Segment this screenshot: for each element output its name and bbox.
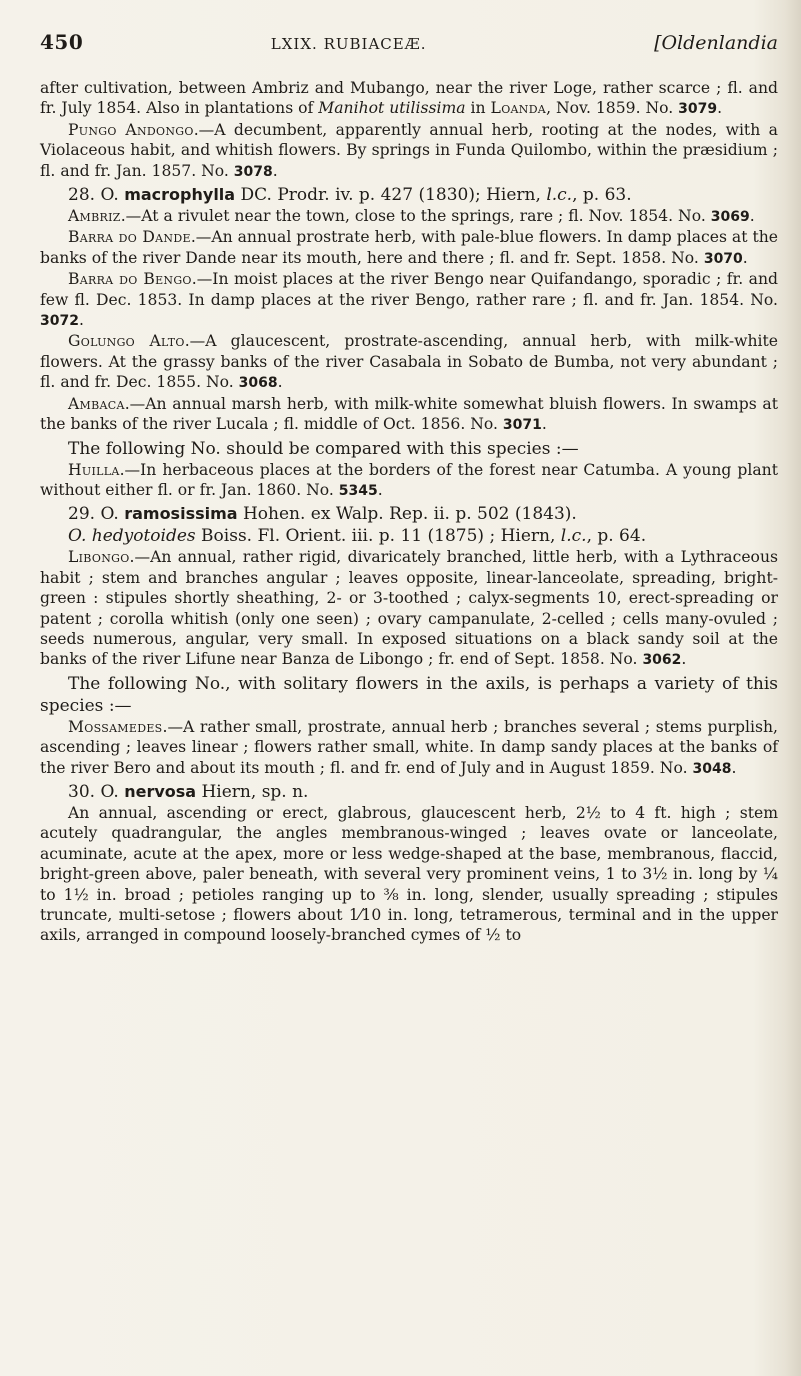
- punctuation: .: [717, 99, 723, 118]
- text: .—An annual prostrate herb, with pale-blue flowers. In damp places at the banks of the river Dande near its mouth, here and there ; fl. and fr. Sept. 1858. No.: [40, 228, 778, 267]
- specimen-number: 3079: [678, 101, 718, 118]
- species-heading-28: [40, 184, 778, 206]
- italic-taxon: Manihot utilissima: [318, 99, 466, 118]
- running-header: [40, 30, 778, 70]
- page-number: 450: [40, 30, 84, 54]
- citation: Hohen. ex Walp. Rep. ii. p. 502 (1843).: [237, 504, 577, 525]
- punctuation: .: [681, 650, 687, 669]
- variety-note: The following No., with solitary flowers in the axils, is perhaps a variety of this species :—: [40, 673, 778, 716]
- species-name: nervosa: [124, 781, 197, 801]
- locality: Pungo Andongo: [68, 120, 194, 139]
- text: .—In herbaceous places at the borders of the forest near Catumba. A young plant without either fl. or fr. Jan. 1860. No.: [40, 460, 778, 499]
- paragraph-locality: [40, 269, 778, 331]
- specimen-number: 3069: [710, 209, 750, 226]
- specimen-number: 3068: [238, 375, 278, 392]
- punctuation: .: [272, 161, 278, 180]
- paragraph-locality: [40, 547, 778, 670]
- species-name: macrophylla: [124, 185, 236, 205]
- paragraph-locality: [40, 120, 778, 182]
- running-genus: [Oldenlandia: [654, 32, 778, 54]
- species-synonym: [40, 525, 778, 547]
- punctuation: .: [377, 480, 383, 499]
- specimen-number: 3048: [692, 760, 732, 777]
- paragraph-locality: [40, 206, 778, 227]
- locality: Golungo Alto: [68, 332, 185, 351]
- citation: , p. 63.: [572, 185, 632, 206]
- text: , Nov. 1859. No.: [546, 99, 679, 118]
- page: [40, 30, 778, 946]
- locality: Loanda: [490, 99, 547, 118]
- text: after cultivation, between Ambriz and Mubango, near the river Loge, rather scarce ; fl. and fr. July 1854. Also in plantations of: [40, 79, 778, 118]
- specimen-number: 3072: [40, 313, 79, 330]
- text: .—A glaucescent, prostrate-ascending, annual herb, with milk-white flowers. At the grassy banks of the river Casabala in Sobato de Bumba, not very abundant ; fl. and fr. Dec. 1855. No.: [40, 332, 779, 392]
- locality: Huilla: [68, 460, 120, 479]
- paragraph-locality: [40, 331, 778, 393]
- citation: , p. 64.: [586, 526, 647, 547]
- species-number: 28. O.: [68, 185, 119, 206]
- locality: Barra do Bengo: [68, 270, 192, 289]
- punctuation: .: [749, 207, 755, 226]
- specimen-number: 3078: [233, 163, 273, 180]
- synonym-name: O. hedyotoides: [68, 526, 196, 547]
- locality: Ambaca: [68, 394, 125, 413]
- punctuation: .: [742, 248, 748, 267]
- paragraph-continuation: [40, 78, 778, 120]
- punctuation: .: [541, 415, 547, 434]
- specimen-number: 3071: [502, 417, 542, 434]
- loc-cit: l.c.: [560, 526, 587, 547]
- locality: Barra do Dande: [68, 228, 191, 247]
- locality: Mossamedes: [68, 717, 163, 736]
- body-text: [40, 78, 778, 946]
- paragraph-locality: [40, 460, 778, 502]
- text: .—An annual, rather rigid, divaricately branched, little herb, with a Lythraceous habit ; stem and branches angular ; leaves opposite, linear-lanceolate, spreading, bright-green : stipules shortly sheathing, 2- or 3-toothed ; calyx-segments 10, erect-spreading or patent ; corolla whitish (only one seen) ; ovary campanulate, 2-celled ; cells many-ovuled ; seeds numerous, angular, very small. In exposed situations on a black sandy soil at the banks of the river Lifune near Banza de Libongo ; fr. end of Sept. 1858. No.: [40, 548, 778, 669]
- locality: Libongo: [68, 548, 130, 567]
- paragraph-locality: [40, 394, 778, 436]
- citation: Hiern, sp. n.: [196, 781, 309, 802]
- species-number: 29. O.: [68, 504, 119, 525]
- species-description: An annual, ascending or erect, glabrous, glaucescent herb, 2½ to 4 ft. high ; stem acutely quadrangular, the angles membranous-winged ; leaves ovate or lanceolate, acuminate, acute at the apex, more or less wedge-shaped at the base, membranous, flaccid, bright-green above, paler beneath, with several very prominent veins, 1 to 3½ in. long by ¼ to 1½ in. broad ; petioles ranging up to ⅜ in. long, slender, usually spreading ; stipules truncate, multi-setose ; flowers about 1⁄10 in. long, tetramerous, terminal and in the upper axils, arranged in compound loosely-branched cymes of ½ to: [40, 803, 778, 945]
- text: .—A rather small, prostrate, annual herb ; branches several ; stems purplish, ascending ; leaves linear ; flowers rather small, white. In damp sandy places at the banks of the river Bero and about its mouth ; fl. and fr. end of July and in August 1859. No.: [40, 717, 778, 777]
- species-heading-30: [40, 781, 778, 803]
- specimen-number: 3062: [642, 652, 682, 669]
- species-heading-29: [40, 503, 778, 525]
- paragraph-locality: [40, 717, 778, 779]
- paragraph-locality: [40, 227, 778, 269]
- text: .—At a rivulet near the town, close to the springs, rare ; fl. Nov. 1854. No.: [120, 207, 711, 226]
- species-name: ramosissima: [124, 504, 238, 524]
- loc-cit: l.c.: [546, 185, 573, 206]
- text: in: [465, 99, 491, 118]
- specimen-number: 5345: [338, 482, 378, 499]
- specimen-number: 3070: [703, 250, 743, 267]
- citation: Boiss. Fl. Orient. iii. p. 11 (1875) ; Hiern,: [195, 526, 561, 547]
- species-number: 30. O.: [68, 781, 119, 802]
- text: .—A decumbent, apparently annual herb, rooting at the nodes, with a Violaceous habit, and whitish flowers. By springs in Funda Quilombo, within the præsidium ; fl. and fr. Jan. 1857. No.: [40, 120, 778, 180]
- citation: DC. Prodr. iv. p. 427 (1830); Hiern,: [235, 185, 547, 206]
- punctuation: .: [731, 758, 737, 777]
- text: .—In moist places at the river Bengo near Quifandango, sporadic ; fr. and few fl. Dec. 1853. In damp places at the river Bengo, rather rare ; fl. and fr. Jan. 1854. No.: [40, 270, 778, 309]
- punctuation: .: [277, 373, 283, 392]
- comparison-note: The following No. should be compared with this species :—: [68, 438, 579, 459]
- running-title: LXIX. RUBIACEÆ.: [270, 35, 427, 53]
- punctuation: .: [78, 311, 84, 330]
- text: .—An annual marsh herb, with milk-white somewhat bluish flowers. In swamps at the banks of the river Lucala ; fl. middle of Oct. 1856. No.: [40, 394, 778, 434]
- locality: Ambriz: [68, 207, 121, 226]
